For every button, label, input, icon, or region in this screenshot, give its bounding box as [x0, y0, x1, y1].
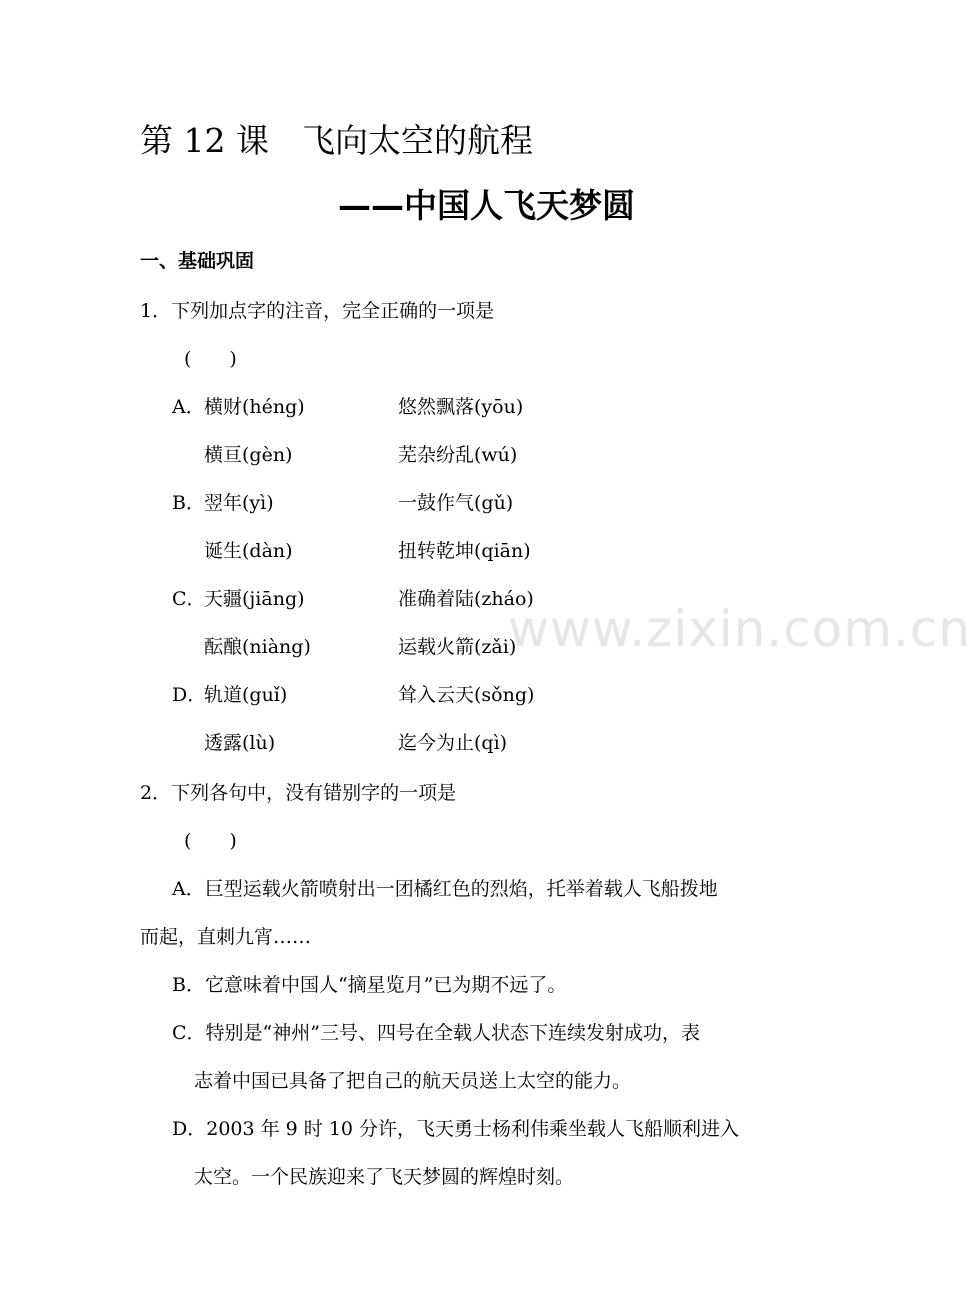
- option-d-letter: D．: [172, 684, 207, 706]
- option-b-item-4: 扭转乾坤(qiān): [398, 540, 531, 562]
- q2-option-c-line-2: 志着中国已具备了把自己的航天员送上太空的能力。: [194, 1070, 632, 1092]
- option-d-item-4: 迄今为止(qì): [398, 732, 508, 754]
- option-a-item-2: 悠然飘落(yōu): [398, 396, 524, 418]
- option-d-item-2: 耸入云天(sǒng): [398, 684, 535, 706]
- q2-option-a-line-2: 而起，直刺九宵……: [140, 926, 312, 948]
- section-heading: 一、基础巩固: [140, 250, 255, 272]
- option-a-item-1: 横财(héng): [204, 396, 305, 418]
- option-a-item-4: 芜杂纷乱(wú): [398, 444, 518, 466]
- option-c-item-1: 天疆(jiāng): [204, 588, 305, 610]
- option-d-item-1: 轨道(guǐ): [204, 684, 288, 706]
- option-d-item-3: 透露(lù): [204, 732, 276, 754]
- q2-option-d-line-1: D．2003 年 9 时 10 分许，飞天勇士杨利伟乘坐载人飞船顺利进入: [172, 1118, 740, 1140]
- option-b-item-1: 翌年(yì): [204, 492, 274, 514]
- q2-option-c-line-1: C．特别是“神州”三号、四号在全载人状态下连续发射成功，表: [172, 1022, 700, 1044]
- option-c-letter: C．: [172, 588, 206, 610]
- q2-option-a-line-1: A．巨型运载火箭喷射出一团橘红色的烈焰，托举着载人飞船拨地: [172, 878, 718, 900]
- q2-option-b: B．它意味着中国人“摘星览月”已为期不远了。: [172, 974, 567, 996]
- option-a-item-3: 横亘(gèn): [204, 444, 293, 466]
- option-c-item-4: 运载火箭(zǎi): [398, 636, 517, 658]
- option-b-item-3: 诞生(dàn): [204, 540, 293, 562]
- watermark: www.zixin.com.cn: [508, 600, 971, 658]
- option-b-item-2: 一鼓作气(gǔ): [398, 492, 514, 514]
- option-a-letter: A．: [172, 396, 205, 418]
- option-c-item-2: 准确着陆(zháo): [398, 588, 534, 610]
- question-1-answer-paren: ( ): [184, 348, 237, 370]
- option-b-letter: B．: [172, 492, 205, 514]
- question-2-answer-paren: ( ): [184, 830, 237, 852]
- question-2-stem: 2．下列各句中，没有错别字的一项是: [140, 782, 457, 804]
- lesson-subtitle: ——中国人飞天梦圆: [338, 186, 635, 225]
- option-c-item-3: 酝酿(niàng): [204, 636, 311, 658]
- lesson-title: 第 12 课 飞向太空的航程: [140, 121, 533, 160]
- q2-option-d-line-2: 太空。一个民族迎来了飞天梦圆的辉煌时刻。: [194, 1166, 575, 1188]
- question-1-stem: 1．下列加点字的注音，完全正确的一项是: [140, 300, 495, 322]
